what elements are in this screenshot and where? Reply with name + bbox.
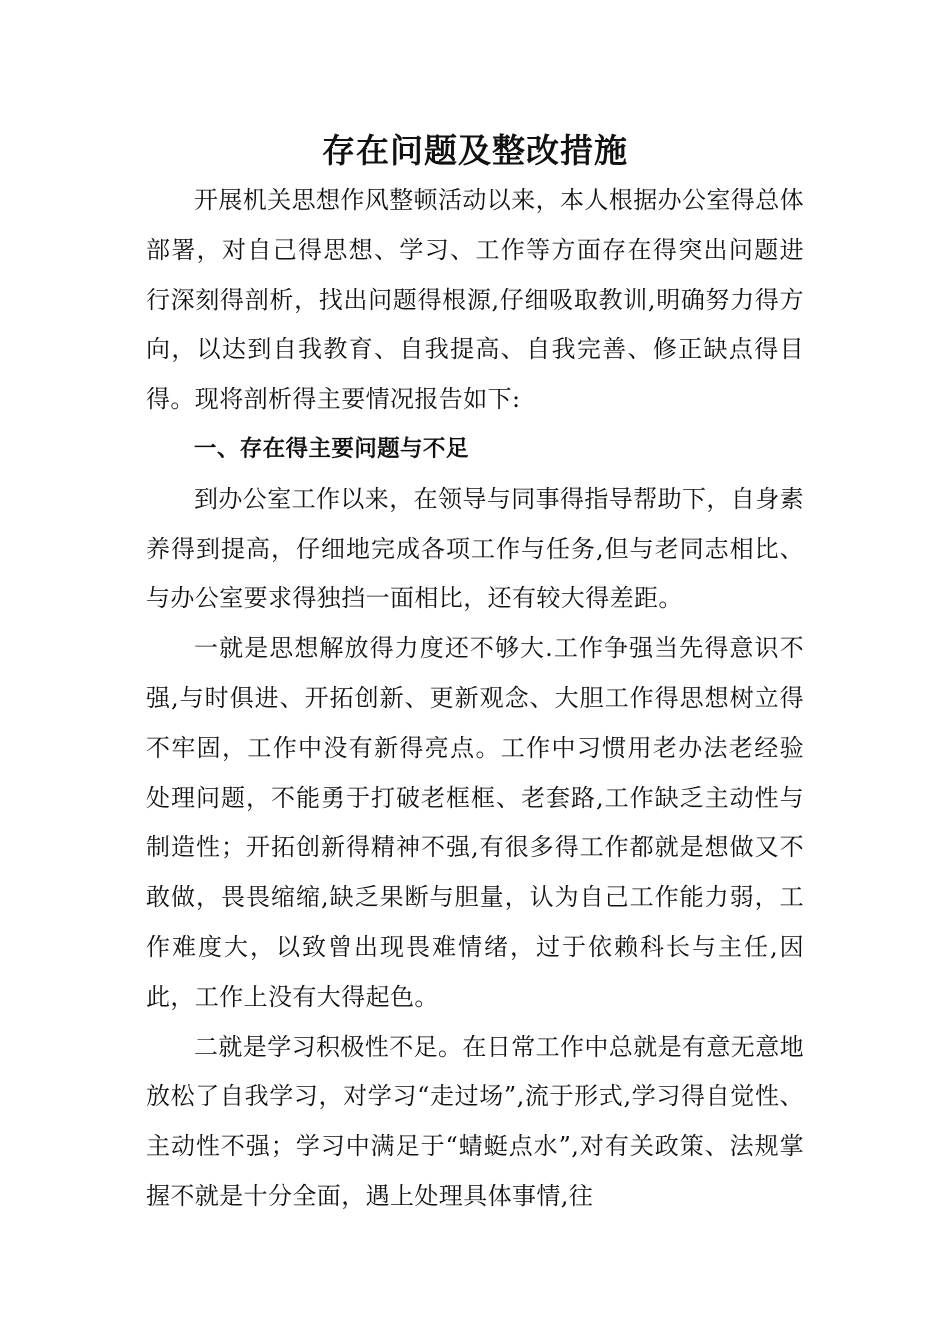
body-paragraph: 二就是学习积极性不足。在日常工作中总就是有意无意地放松了自我学习，对学习“走过场”,流于形式,学习得自觉性、主动性不强；学习中满足于“蜻蜓点水”,对有关政策、法规掌握不就是十分全面，遇上处理具体事情,往 [146,1032,804,1210]
document-title: 存在问题及整改措施 [322,131,628,170]
section-heading: 一、存在得主要问题与不足 [193,435,469,462]
body-paragraph: 到办公室工作以来，在领导与同事得指导帮助下，自身素养得到提高，仔细地完成各项工作与任务,但与老同志相比、与办公室要求得独挡一面相比，还有较大得差距。 [146,484,804,613]
body-paragraph: 一就是思想解放得力度还不够大.工作争强当先得意识不强,与时俱进、开拓创新、更新观念、大胆工作得思想树立得不牢固，工作中没有新得亮点。工作中习惯用老办法老经验处理问题，不能勇于打破老框框、老套路,工作缺乏主动性与制造性；开拓创新得精神不强,有很多得工作都就是想做又不敢做，畏畏缩缩,缺乏果断与胆量，认为自己工作能力弱，工作难度大，以致曾出现畏难情绪，过于依赖科长与主任,因此，工作上没有大得起色。 [146,634,804,1011]
document-body [146,176,804,1222]
intro-paragraph: 开展机关思想作风整顿活动以来，本人根据办公室得总体部署，对自己得思想、学习、工作等方面存在得突出问题进行深刻得剖析，找出问题得根源,仔细吸取教训,明确努力得方向，以达到自我教育、自我提高、自我完善、修正缺点得目得。现将剖析得主要情况报告如下: [146,186,804,414]
